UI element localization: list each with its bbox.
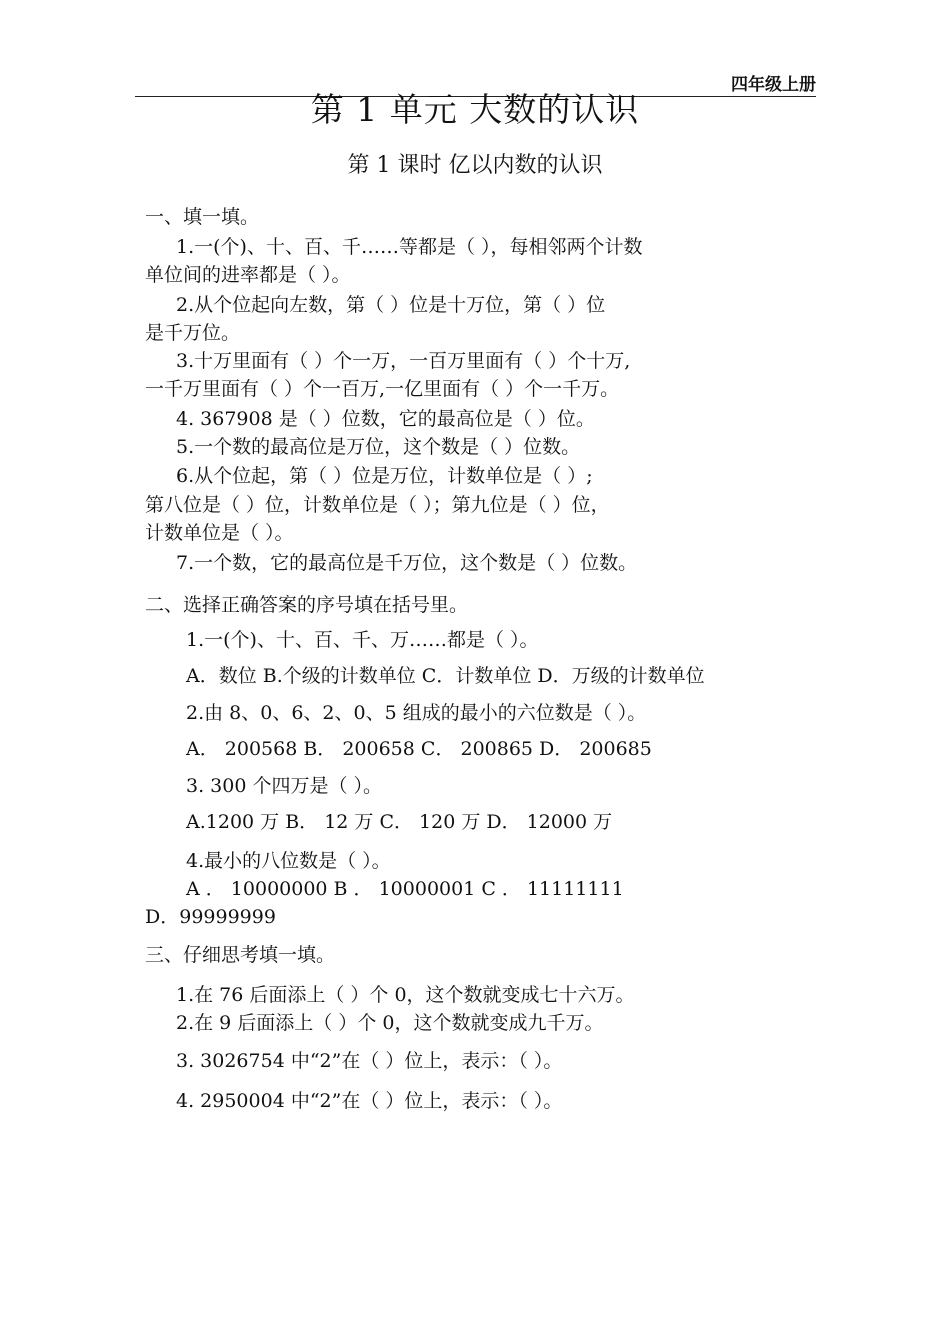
unit-title: 第 1 单元 大数的认识 xyxy=(310,90,640,129)
answer-options: D．99999999 xyxy=(145,906,276,928)
answer-options: A ． 10000000 B ． 10000001 C ． 11111111 xyxy=(186,878,624,900)
lesson-title: 第 1 课时 亿以内数的认识 xyxy=(347,153,603,178)
question-text: 3. 3026754 中“2”在（ ）位上，表示：（ ）。 xyxy=(176,1050,563,1072)
question-text: 3. 300 个四万是（ ）。 xyxy=(186,775,383,797)
question-text: 7.一个数，它的最高位是千万位，这个数是（ ）位数。 xyxy=(176,552,638,574)
question-text: 4. 2950004 中“2”在（ ）位上，表示：（ ）。 xyxy=(176,1090,563,1112)
question-text: 1.一(个)、十、百、千、万……都是（ ）。 xyxy=(186,629,539,651)
question-text: 是千万位。 xyxy=(145,322,241,344)
section-2-heading: 二、选择正确答案的序号填在括号里。 xyxy=(145,594,469,616)
answer-options: A． 200568 B． 200658 C． 200865 D． 200685 xyxy=(186,738,652,760)
section-3-heading: 三、仔细思考填一填。 xyxy=(145,944,336,966)
question-text: 第八位是（ ）位，计数单位是（ ）；第九位是（ ）位， xyxy=(145,494,610,516)
question-text: 1.一(个)、十、百、千……等都是（ ），每相邻两个计数 xyxy=(176,236,643,258)
question-text: 一千万里面有（ ）个一百万,一亿里面有（ ）个一千万。 xyxy=(145,378,620,400)
answer-options: A.1200 万 B． 12 万 C． 120 万 D． 12000 万 xyxy=(186,811,613,833)
question-text: 4. 367908 是（ ）位数，它的最高位是（ ）位。 xyxy=(176,408,595,430)
question-text: 6.从个位起，第（ ）位是万位，计数单位是（ ）; xyxy=(176,465,593,487)
question-text: 单位间的进率都是（ ）。 xyxy=(145,264,351,286)
grade-label: 四年级上册 xyxy=(731,75,816,95)
question-text: 4.最小的八位数是（ ）。 xyxy=(186,850,391,872)
question-text: 5.一个数的最高位是万位，这个数是（ ）位数。 xyxy=(176,436,581,458)
question-text: 3.十万里面有（ ）个一万，一百万里面有（ ）个十万, xyxy=(176,350,631,372)
question-text: 2.由 8、0、6、2、0、5 组成的最小的六位数是（ ）。 xyxy=(186,702,647,724)
question-text: 1.在 76 后面添上（ ）个 0，这个数就变成七十六万。 xyxy=(176,984,635,1006)
question-text: 2.从个位起向左数，第（ ）位是十万位，第（ ）位 xyxy=(176,294,606,316)
section-1-heading: 一、填一填。 xyxy=(145,206,260,228)
question-text: 计数单位是（ ）。 xyxy=(145,522,294,544)
question-text: 2.在 9 后面添上（ ）个 0，这个数就变成九千万。 xyxy=(176,1012,604,1034)
answer-options: A．数位 B.个级的计数单位 C．计数单位 D．万级的计数单位 xyxy=(186,665,705,687)
